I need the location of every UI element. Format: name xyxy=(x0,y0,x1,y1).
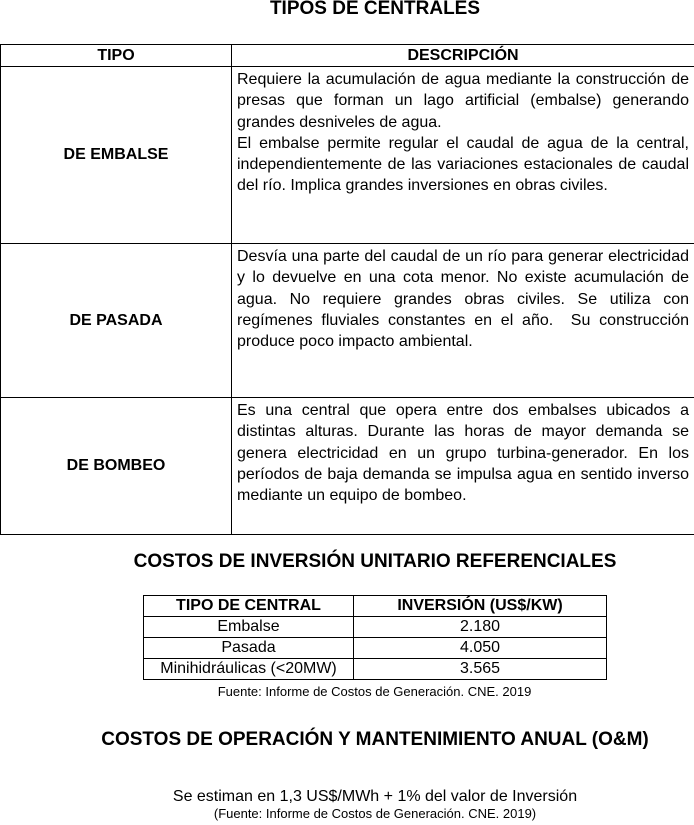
section-title-costos-om: COSTOS DE OPERACIÓN Y MANTENIMIENTO ANUAL (O&M) xyxy=(101,729,649,750)
description-paragraph: El embalse permite regular el caudal de agua de la central, independientemente de las variaciones estacionales de caudal del río. Implica grandes inversiones en obras civiles. xyxy=(237,134,689,195)
table-row xyxy=(144,638,607,659)
table-row xyxy=(144,617,607,638)
plant-type-bombeo: DE BOMBEO xyxy=(1,398,232,535)
table-header-row xyxy=(1,45,694,67)
investment-cost-table xyxy=(143,595,607,680)
description-paragraph: Es una central que opera entre dos embalses ubicados a distintas alturas. Durante las horas de mayor demanda se genera electricidad en un grupo turbina-generador. En los períodos de baja demanda se impulsa agua en sentido inverso mediante un equipo de bombeo. xyxy=(237,402,689,505)
description-paragraph: Requiere la acumulación de agua mediante la construcción de presas que forman un lago artificial (embalse) generando grandes desniveles de agua. xyxy=(237,71,689,131)
plant-type-embalse: DE EMBALSE xyxy=(1,67,232,244)
central-type-cell: Pasada xyxy=(144,638,354,659)
investment-value-cell: 3.565 xyxy=(354,659,607,680)
om-cost-text: Se estiman en 1,3 US$/MWh + 1% del valor de Inversión xyxy=(172,788,578,805)
plant-type-pasada: DE PASADA xyxy=(1,244,232,398)
investment-value-cell: 4.050 xyxy=(354,638,607,659)
column-header-inversion: INVERSIÓN (US$/KW) xyxy=(354,596,607,617)
investment-source-note: Fuente: Informe de Costos de Generación. CNE. 2019 xyxy=(217,684,532,699)
table-header-row xyxy=(144,596,607,617)
table-row xyxy=(144,659,607,680)
central-type-cell: Minihidráulicas (<20MW) xyxy=(144,659,354,680)
description-paragraph: Desvía una parte del caudal de un río para generar electricidad y lo devuelve en una cota menor. No existe acumulación de agua. No requiere grandes obras civiles. Se utiliza con regímenes fluviales constantes en el año. Su construcción produce poco impacto ambiental. xyxy=(237,248,694,351)
section-title-costos-inversion: COSTOS DE INVERSIÓN UNITARIO REFERENCIALES xyxy=(133,551,617,572)
section-title-tipos-de-centrales: TIPOS DE CENTRALES xyxy=(269,0,481,19)
table-row xyxy=(1,398,694,535)
om-source-note: (Fuente: Informe de Costos de Generación. CNE. 2019) xyxy=(213,806,537,821)
column-header-tipo: TIPO xyxy=(1,45,232,67)
plant-description-pasada xyxy=(232,244,694,398)
central-type-cell: Embalse xyxy=(144,617,354,638)
plant-description-embalse xyxy=(232,67,694,244)
table-row xyxy=(1,244,694,398)
investment-value-cell: 2.180 xyxy=(354,617,607,638)
column-header-descripcion: DESCRIPCIÓN xyxy=(232,45,694,67)
plant-types-table xyxy=(0,44,694,535)
table-row xyxy=(1,67,694,244)
plant-description-bombeo xyxy=(232,398,694,535)
column-header-tipo-de-central: TIPO DE CENTRAL xyxy=(144,596,354,617)
